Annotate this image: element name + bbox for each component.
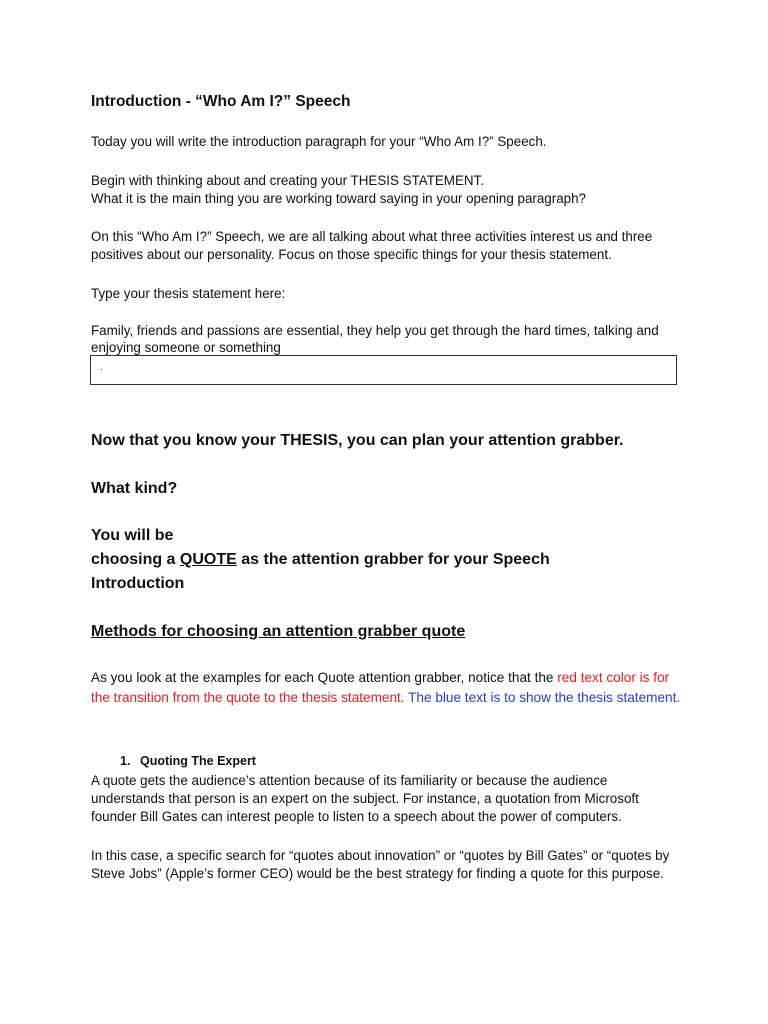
choosing-heading xyxy=(91,548,550,572)
methods-heading: Methods for choosing an attention grabber quote xyxy=(91,623,466,640)
what-kind-heading: What kind? xyxy=(91,480,178,497)
examples-paragraph xyxy=(91,668,686,708)
begin-line-2: What it is the main thing you are working toward saying in your opening paragraph? xyxy=(91,191,586,206)
search-paragraph: In this case, a specific search for “quotes about innovation” or “quotes by Bill Gates” or “quotes by Steve Jobs” (Apple’s former CEO) would be the best strategy for finding a quote for this purpose. xyxy=(91,848,670,881)
type-prompt: Type your thesis statement here: xyxy=(91,286,286,301)
choosing-heading-line-2: Introduction xyxy=(91,575,185,592)
choosing-post: as the attention grabber for your Speech xyxy=(236,551,550,568)
thesis-answer: Family, friends and passions are essential, they help you get through the hard times, talking and enjoying someone or something xyxy=(91,323,659,355)
examples-red-text: red text color is for the transition from the quote to the thesis statement. xyxy=(91,670,670,705)
thesis-box-value: . xyxy=(100,362,103,373)
examples-plain-text: As you look at the examples for each Quote attention grabber, notice that the xyxy=(91,670,558,685)
intro-line: Today you will write the introduction paragraph for your “Who Am I?” Speech. xyxy=(91,134,547,149)
list-item-quoting-expert xyxy=(120,754,256,768)
on-this-paragraph: On this “Who Am I?” Speech, we are all talking about what three activities interest us and three positives about our personality. Focus on those specific things for your thesis statement. xyxy=(91,229,653,262)
page-title: Introduction - “Who Am I?” Speech xyxy=(91,93,351,110)
thesis-input-box[interactable] xyxy=(90,355,677,385)
now-heading: Now that you know your THESIS, you can plan your attention grabber. xyxy=(91,432,624,449)
you-will-be-heading: You will be xyxy=(91,527,174,544)
examples-blue-text: The blue text is to show the thesis statement. xyxy=(404,690,681,705)
list-number: 1. xyxy=(120,754,131,768)
quote-keyword: QUOTE xyxy=(179,551,237,568)
expert-paragraph: A quote gets the audience’s attention because of its familiarity or because the audience understands that person is an expert on the subject. For instance, a quotation from Microsoft founder Bill Gates can interest people to listen to a speech about the power of computers. xyxy=(91,773,639,824)
choosing-pre: choosing a xyxy=(91,551,180,568)
begin-line-1: Begin with thinking about and creating your THESIS STATEMENT. xyxy=(91,173,484,188)
list-label: Quoting The Expert xyxy=(140,754,256,768)
